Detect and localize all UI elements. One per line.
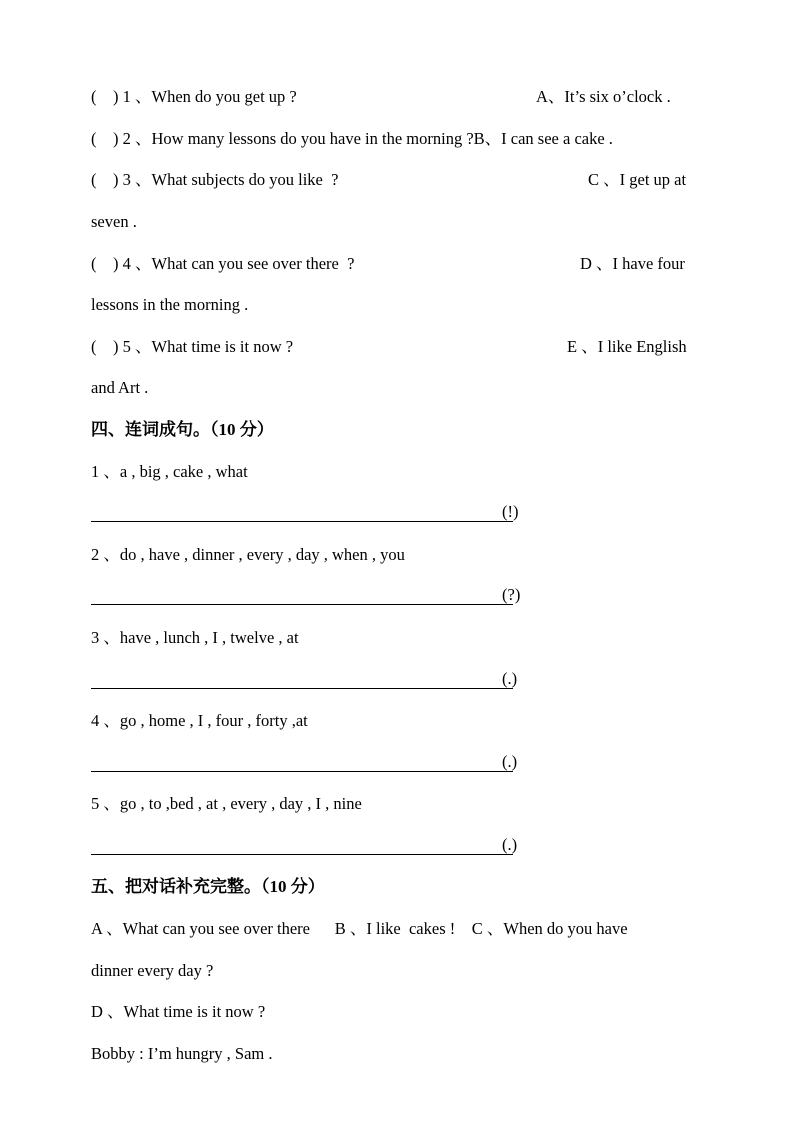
section-4-heading: 四、连词成句。（10 分）	[91, 420, 274, 439]
answer-line-3[interactable]	[91, 688, 513, 689]
answer-line-5[interactable]	[91, 854, 513, 855]
dialogue-options-line-3: D 、What time is it now ?	[91, 1002, 266, 1021]
matching-answer-d: D 、I have four	[580, 254, 685, 273]
end-punct-1: (!)	[502, 502, 519, 521]
sentence-words-2: 2 、do , have , dinner , every , day , when , you	[91, 545, 405, 564]
sentence-words-5: 5 、go , to ,bed , at , every , day , I , nine	[91, 794, 362, 813]
answer-line-1[interactable]	[91, 521, 513, 522]
matching-answer-d-cont: lessons in the morning .	[91, 295, 249, 314]
matching-question-1: ( ) 1 、When do you get up ?	[91, 87, 297, 106]
answer-line-2[interactable]	[91, 604, 513, 605]
matching-answer-e-cont: and Art .	[91, 378, 149, 397]
matching-answer-c: C 、I get up at	[588, 170, 687, 189]
matching-question-2: ( ) 2 、How many lessons do you have in the morning ?B、I can see a cake .	[91, 129, 613, 148]
matching-answer-c-cont: seven .	[91, 212, 137, 231]
sentence-words-3: 3 、have , lunch , I , twelve , at	[91, 628, 299, 647]
matching-answer-e: E 、I like English	[567, 337, 687, 356]
dialogue-options-line-1: A 、What can you see over there B 、I like cakes ! C 、When do you have	[91, 919, 628, 938]
matching-question-3: ( ) 3 、What subjects do you like ?	[91, 170, 339, 189]
end-punct-4: (.)	[502, 752, 518, 771]
answer-line-4[interactable]	[91, 771, 513, 772]
end-punct-2: (?)	[502, 585, 521, 604]
sentence-words-4: 4 、go , home , I , four , forty ,at	[91, 711, 308, 730]
dialogue-options-line-2: dinner every day ?	[91, 961, 214, 980]
end-punct-5: (.)	[502, 835, 518, 854]
matching-answer-a: A、It’s six o’clock .	[536, 87, 671, 106]
section-5-heading: 五、把对话补充完整。（10 分）	[91, 877, 325, 896]
end-punct-3: (.)	[502, 669, 518, 688]
matching-question-4: ( ) 4 、What can you see over there ?	[91, 254, 355, 273]
dialogue-line-1: Bobby : I’m hungry , Sam .	[91, 1044, 273, 1063]
sentence-words-1: 1 、a , big , cake , what	[91, 462, 248, 481]
matching-question-5: ( ) 5 、What time is it now ?	[91, 337, 294, 356]
